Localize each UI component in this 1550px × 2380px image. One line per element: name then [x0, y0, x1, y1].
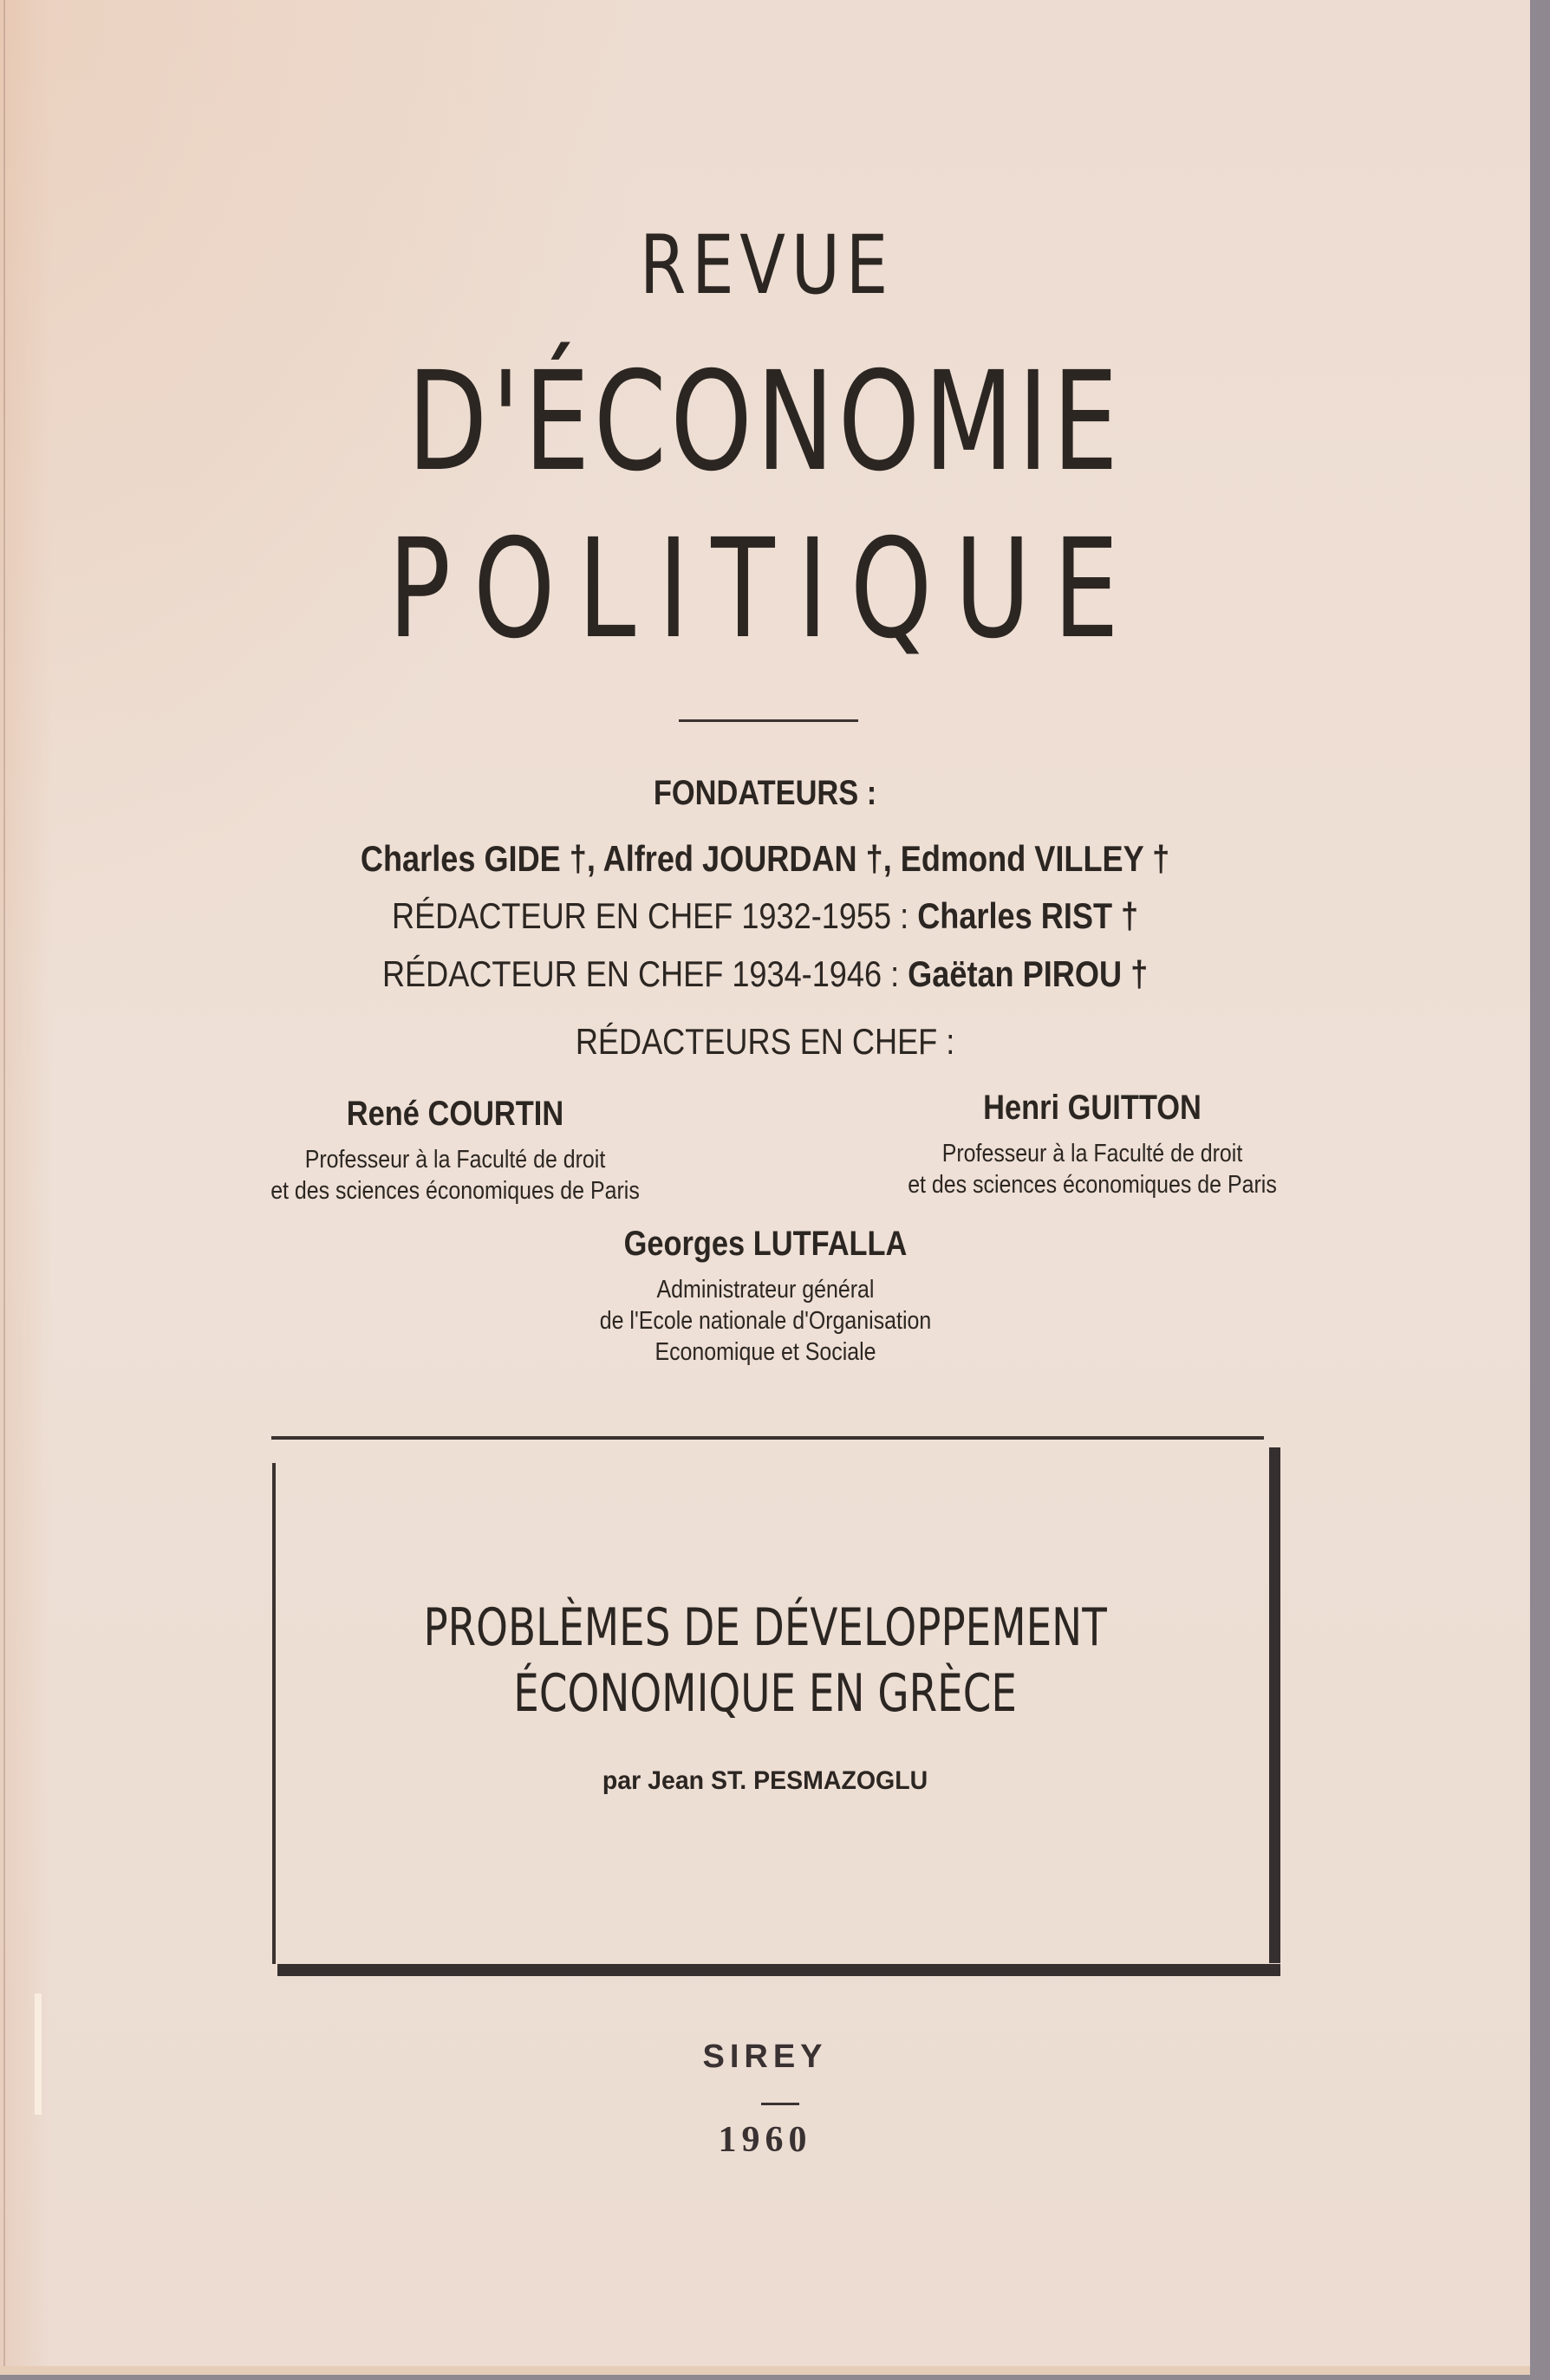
article-title-line-1: PROBLÈMES DE DÉVELOPPEMENT: [423, 1597, 1107, 1658]
journal-title-line-1: REVUE: [639, 218, 894, 313]
editor-1932-label: RÉDACTEUR EN CHEF 1932-1955 :: [391, 895, 909, 936]
publication-year: 1960: [718, 2120, 812, 2160]
founders-heading: FONDATEURS :: [653, 774, 877, 812]
spine-crease: [3, 0, 5, 2375]
publisher-name: SIREY: [702, 2039, 828, 2075]
title-divider: [679, 719, 858, 722]
article-byline: par Jean ST. PESMAZOGLU: [602, 1766, 928, 1795]
journal-title-line-3: POLITIQUE: [388, 510, 1142, 669]
editor-1934-line: [107, 953, 1423, 995]
editors-heading: RÉDACTEURS EN CHEF :: [575, 1021, 955, 1062]
publisher-divider: [761, 2103, 799, 2105]
editor-1932-line: [107, 895, 1423, 937]
article-title-line-2: ÉCONOMIQUE EN GRÈCE: [513, 1663, 1017, 1724]
box-border-top: [271, 1436, 1264, 1440]
editor-role-line: de l'Ecole nationale d'Organisation: [599, 1307, 932, 1335]
paper-bottom-edge: [0, 2366, 1530, 2375]
editor-courtin: [195, 1095, 715, 1206]
editor-1934-label: RÉDACTEUR EN CHEF 1934-1946 :: [381, 953, 900, 994]
editor-1932-name: Charles RIST †: [917, 895, 1139, 936]
founders-list: Charles GIDE †, Alfred JOURDAN †, Edmond VILLEY †: [360, 838, 1170, 879]
editor-role-line: Administrateur général: [656, 1276, 875, 1304]
editor-role-line: Economique et Sociale: [655, 1338, 876, 1366]
editor-role-line: Professeur à la Faculté de droit: [941, 1140, 1243, 1167]
editor-guitton: [832, 1089, 1352, 1200]
editor-role-line: et des sciences économiques de Paris: [270, 1177, 640, 1205]
editor-name: Georges LUTFALLA: [623, 1225, 908, 1263]
box-shadow-bottom: [277, 1964, 1280, 1976]
editor-name: Henri GUITTON: [983, 1089, 1202, 1127]
editor-role-line: Professeur à la Faculté de droit: [304, 1146, 606, 1174]
editor-lutfalla: [505, 1225, 1026, 1368]
editor-name: René COURTIN: [346, 1095, 564, 1133]
journal-title-line-2: D'ÉCONOMIE: [407, 342, 1123, 502]
editor-1934-name: Gaëtan PIROU †: [908, 953, 1149, 994]
editor-role-line: et des sciences économiques de Paris: [908, 1171, 1277, 1199]
